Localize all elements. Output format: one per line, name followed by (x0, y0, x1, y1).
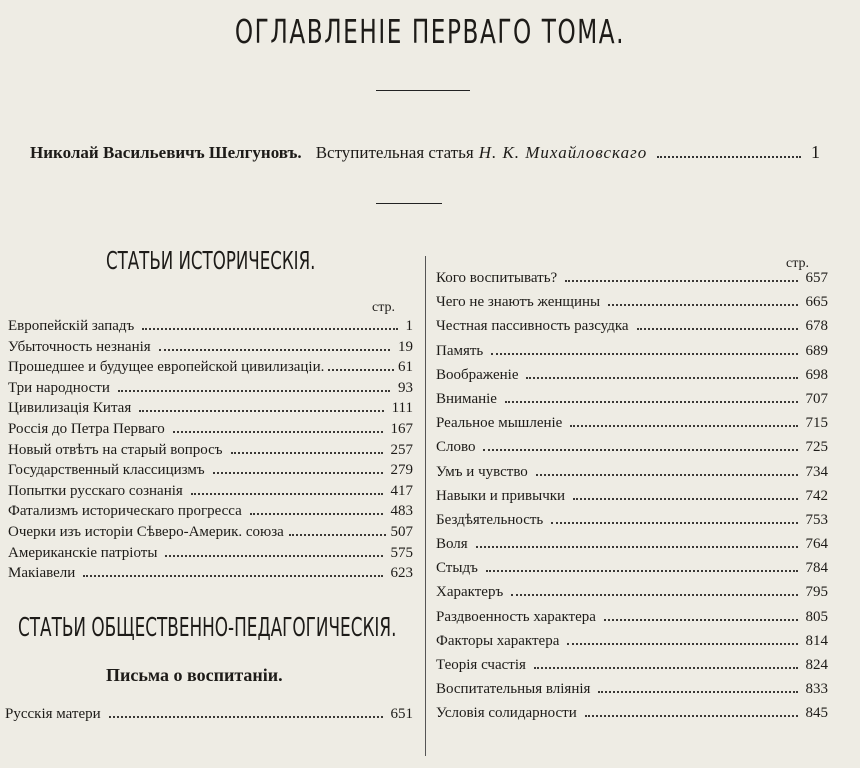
entry-page: 61 (398, 359, 413, 376)
entry-title: Государственный классицизмъ (8, 462, 205, 479)
entry-page: 753 (805, 511, 828, 528)
entry-title: Раздвоенность характера (436, 608, 596, 625)
toc-historical-list (8, 318, 413, 586)
entry-page: 698 (805, 366, 828, 383)
toc-entry[interactable] (436, 415, 828, 439)
entry-title: Прошедшее и будущее европейской цивилизаціи. (8, 359, 325, 376)
entry-title: Попытки русскаго сознанія (8, 482, 183, 499)
dot-leader (483, 449, 797, 451)
entry-page: 111 (391, 400, 413, 417)
entry-title: Убыточность незнанія (8, 338, 151, 355)
entry-title: Воспитательныя вліянія (436, 681, 591, 698)
toc-entry[interactable] (5, 706, 413, 728)
intro-editor: Н. К. Михайловскаго (478, 143, 648, 162)
entry-title: Характеръ (436, 584, 504, 601)
dot-leader (608, 304, 797, 306)
toc-entry[interactable] (8, 318, 413, 339)
entry-title: Воля (436, 536, 468, 553)
entry-page: 742 (805, 487, 828, 504)
entry-title: Россія до Петра Перваго (8, 420, 165, 437)
toc-entry[interactable] (436, 536, 828, 560)
dot-leader (289, 534, 386, 536)
toc-entry[interactable] (436, 294, 828, 318)
entry-page: 575 (390, 544, 413, 561)
toc-entry[interactable] (8, 442, 413, 463)
toc-entry[interactable] (8, 483, 413, 504)
dot-leader (505, 401, 798, 403)
toc-entry[interactable] (8, 380, 413, 401)
entry-title: Чего не знаютъ женщины (436, 294, 601, 311)
page-label-right: стр. (786, 256, 810, 271)
dot-leader (250, 513, 383, 515)
entry-title: Американскіе патріоты (8, 544, 158, 561)
entry-page: 19 (398, 338, 413, 355)
entry-page: 795 (805, 584, 828, 601)
toc-entry[interactable] (436, 318, 828, 342)
entry-title: Слово (436, 439, 476, 456)
dot-leader (565, 280, 797, 282)
dot-leader (118, 390, 390, 392)
dot-leader (570, 425, 797, 427)
entry-page: 845 (805, 705, 828, 722)
dot-leader (536, 474, 798, 476)
entry-title: Вниманіе (436, 390, 497, 407)
toc-entry[interactable] (436, 391, 828, 415)
entry-page: 764 (805, 536, 828, 553)
intro-entry[interactable] (30, 142, 820, 163)
entry-page: 678 (805, 318, 828, 335)
intro-page: 1 (811, 142, 820, 162)
dot-leader (191, 493, 383, 495)
entry-title: Факторы характера (436, 632, 560, 649)
toc-entry[interactable] (436, 560, 828, 584)
entry-title: Реальное мышленіе (436, 415, 563, 432)
entry-page: 507 (390, 523, 413, 540)
dot-leader (231, 452, 383, 454)
toc-entry[interactable] (436, 512, 828, 536)
dot-leader (139, 410, 383, 412)
toc-entry[interactable] (436, 609, 828, 633)
toc-entry[interactable] (8, 545, 413, 566)
entry-page: 279 (390, 462, 413, 479)
entry-page: 784 (805, 560, 828, 577)
entry-page: 707 (805, 390, 828, 407)
dot-leader (637, 328, 798, 330)
page-title: ОГЛАВЛЕНІЕ ПЕРВАГО ТОМА. (234, 12, 626, 51)
page-label-left: стр. (372, 300, 396, 315)
dot-leader (511, 594, 797, 596)
dot-leader (534, 667, 798, 669)
entry-page: 689 (805, 342, 828, 359)
toc-entry[interactable] (436, 705, 828, 729)
entry-page: 824 (805, 657, 828, 673)
toc-entry[interactable] (8, 400, 413, 421)
dot-leader (83, 575, 382, 577)
dot-leader (109, 716, 383, 718)
entry-title: Цивилизація Китая (8, 400, 132, 417)
section-historical-heading: СТАТЬИ ИСТОРИЧЕСКІЯ. (106, 246, 316, 275)
entry-title: Очерки изъ исторіи Сѣверо-Америк. союза (8, 523, 284, 540)
title-rule (376, 90, 470, 91)
entry-page: 1 (405, 318, 413, 334)
entry-page: 734 (805, 463, 828, 480)
toc-entry[interactable] (436, 633, 828, 657)
entry-title: Стыдъ (436, 560, 478, 577)
toc-entry[interactable] (8, 339, 413, 360)
entry-page: 257 (390, 441, 413, 458)
toc-entry[interactable] (436, 439, 828, 463)
toc-entry[interactable] (8, 524, 413, 545)
dot-leader (491, 353, 797, 355)
toc-right-list (436, 270, 828, 730)
entry-page: 814 (805, 632, 828, 649)
dot-leader (526, 377, 797, 379)
entry-page: 651 (390, 706, 413, 722)
entry-page: 93 (398, 379, 413, 396)
entry-title: Память (436, 342, 484, 359)
entry-page: 167 (390, 420, 413, 437)
entry-title: Условія солидарности (436, 705, 577, 722)
toc-entry[interactable] (436, 367, 828, 391)
toc-pedagogical-list (5, 706, 413, 728)
entry-page: 623 (390, 565, 413, 582)
dot-leader (328, 369, 394, 371)
entry-title: Бездѣятельность (436, 511, 544, 528)
dot-leader (567, 643, 797, 645)
toc-entry[interactable] (436, 681, 828, 705)
toc-entry[interactable] (436, 270, 828, 294)
entry-title: Теорія счастія (436, 657, 526, 673)
entry-title: Навыки и привычки (436, 487, 566, 504)
dot-leader (476, 546, 798, 548)
entry-title: Честная пассивность разсудка (436, 318, 629, 335)
dot-leader (585, 715, 798, 717)
entry-page: 715 (805, 415, 828, 432)
entry-title: Русскія матери (5, 706, 101, 722)
intro-description: Вступительная статья (315, 143, 474, 162)
intro-rule (376, 203, 442, 204)
dot-leader (142, 328, 397, 330)
entry-page: 805 (805, 608, 828, 625)
toc-entry[interactable] (8, 565, 413, 586)
toc-entry[interactable] (8, 421, 413, 442)
dot-leader (486, 570, 798, 572)
dot-leader (165, 555, 382, 557)
toc-entry[interactable] (436, 584, 828, 608)
dot-leader (213, 472, 383, 474)
entry-title: Новый отвѣтъ на старый вопросъ (8, 441, 223, 458)
entry-title: Кого воспитывать? (436, 270, 558, 286)
entry-title: Три народности (8, 379, 110, 396)
toc-entry[interactable] (436, 343, 828, 367)
entry-title: Европейскій западъ (8, 318, 135, 334)
dot-leader (551, 522, 797, 524)
toc-entry[interactable] (8, 359, 413, 380)
dot-leader (604, 619, 798, 621)
intro-author: Николай Васильевичъ Шелгуновъ. (30, 143, 302, 162)
dot-leader (573, 498, 797, 500)
toc-entry[interactable] (8, 503, 413, 524)
entry-page: 833 (805, 681, 828, 698)
column-divider (425, 256, 426, 756)
dot-leader (657, 156, 801, 158)
entry-page: 483 (390, 503, 413, 520)
toc-entry[interactable] (8, 462, 413, 483)
toc-entry[interactable] (436, 488, 828, 512)
entry-title: Фатализмъ историческаго прогресса (8, 503, 242, 520)
entry-page: 417 (390, 482, 413, 499)
entry-page: 657 (805, 270, 828, 286)
entry-title: Макіавели (8, 565, 76, 582)
entry-page: 725 (805, 439, 828, 456)
toc-entry[interactable] (436, 657, 828, 681)
toc-entry[interactable] (436, 464, 828, 488)
dot-leader (598, 691, 797, 693)
entry-title: Воображеніе (436, 366, 519, 383)
dot-leader (173, 431, 383, 433)
section-pedagogical-heading: СТАТЬИ ОБЩЕСТВЕННО-ПЕДАГОГИЧЕСКІЯ. (18, 613, 397, 643)
letters-subheading: Письма о воспитаніи. (106, 665, 283, 685)
dot-leader (159, 349, 390, 351)
entry-title: Умъ и чувство (436, 463, 528, 480)
entry-page: 665 (805, 294, 828, 311)
